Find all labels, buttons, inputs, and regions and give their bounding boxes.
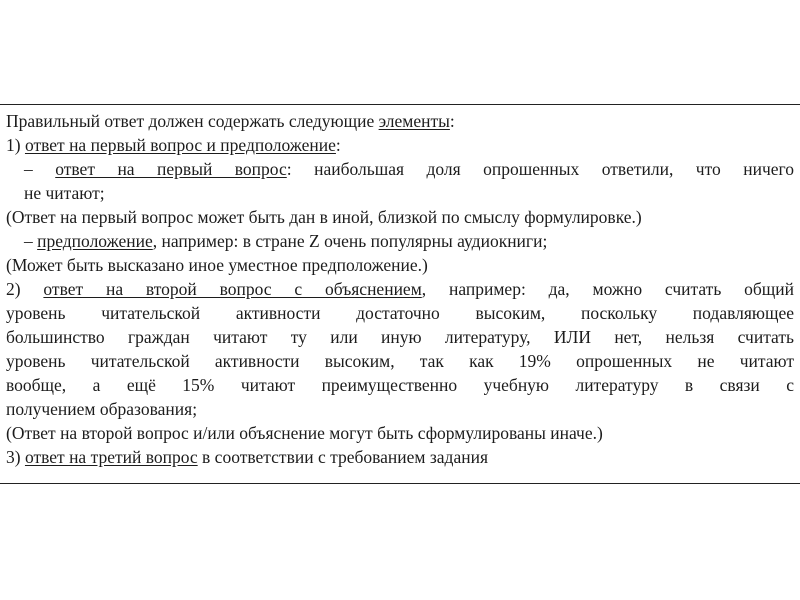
text-segment: – [24, 159, 56, 179]
item-2-text-line [6, 325, 794, 349]
item-1-assumption-line [24, 229, 794, 253]
item-2-text-line [6, 373, 794, 397]
text-segment: 2) [6, 279, 44, 299]
text-segment: (Может быть высказано иное уместное предположение.) [6, 255, 428, 275]
item-2-text-line [6, 397, 794, 421]
criteria-intro-line [6, 109, 794, 133]
text-segment: в соответствии с требованием задания [197, 447, 488, 467]
text-segment: уровень читательской активности высоким, так как 19% опрошенных не читают [6, 351, 794, 371]
text-segment: – [24, 231, 38, 251]
item-1-heading [6, 133, 794, 157]
text-segment: (Ответ на второй вопрос и/или объяснение могут быть сформулированы иначе.) [6, 423, 603, 443]
underlined-term: ответ на второй вопрос с объяснением [43, 279, 422, 299]
text-segment: не читают; [24, 183, 105, 203]
text-segment: , например: да, можно считать общий [421, 279, 794, 299]
text-segment: 3) [6, 447, 25, 467]
item-2-heading [6, 277, 794, 301]
item-1-answer-line [24, 157, 794, 181]
text-segment: вообще, а ещё 15% читают преимущественно учебную литературу в связи с [6, 375, 794, 395]
text-segment: : [449, 111, 455, 131]
underlined-term: ответ на третий вопрос [24, 447, 198, 467]
text-segment: 1) [6, 135, 25, 155]
text-segment: уровень читательской активности достаточно высоким, поскольку подавляющее [6, 303, 794, 323]
item-2-text-line [6, 301, 794, 325]
underlined-term: ответ на первый вопрос [55, 159, 287, 179]
item-2-note [6, 421, 794, 445]
text-segment: (Ответ на первый вопрос может быть дан в иной, близкой по смыслу формулировке.) [6, 207, 642, 227]
item-1-answer-note [6, 205, 794, 229]
underlined-term: ответ на первый вопрос и предположение [24, 135, 336, 155]
text-segment: получением образования; [6, 399, 198, 419]
item-2-text-line [6, 349, 794, 373]
text-segment: , например: в стране Z очень популярны аудиокниги; [152, 231, 548, 251]
text-segment: Правильный ответ должен содержать следующие [6, 111, 379, 131]
item-1-assumption-note [6, 253, 794, 277]
underlined-term: предположение [37, 231, 153, 251]
text-segment: : наибольшая доля опрошенных ответили, что ничего [286, 159, 795, 179]
text-segment: большинство граждан читают ту или иную литературу, ИЛИ нет, нельзя считать [6, 327, 794, 347]
text-segment: : [335, 135, 341, 155]
item-1-answer-continuation [24, 181, 794, 205]
item-3-heading [6, 445, 794, 469]
answer-criteria-block [0, 104, 800, 484]
underlined-term: элементы [378, 111, 450, 131]
